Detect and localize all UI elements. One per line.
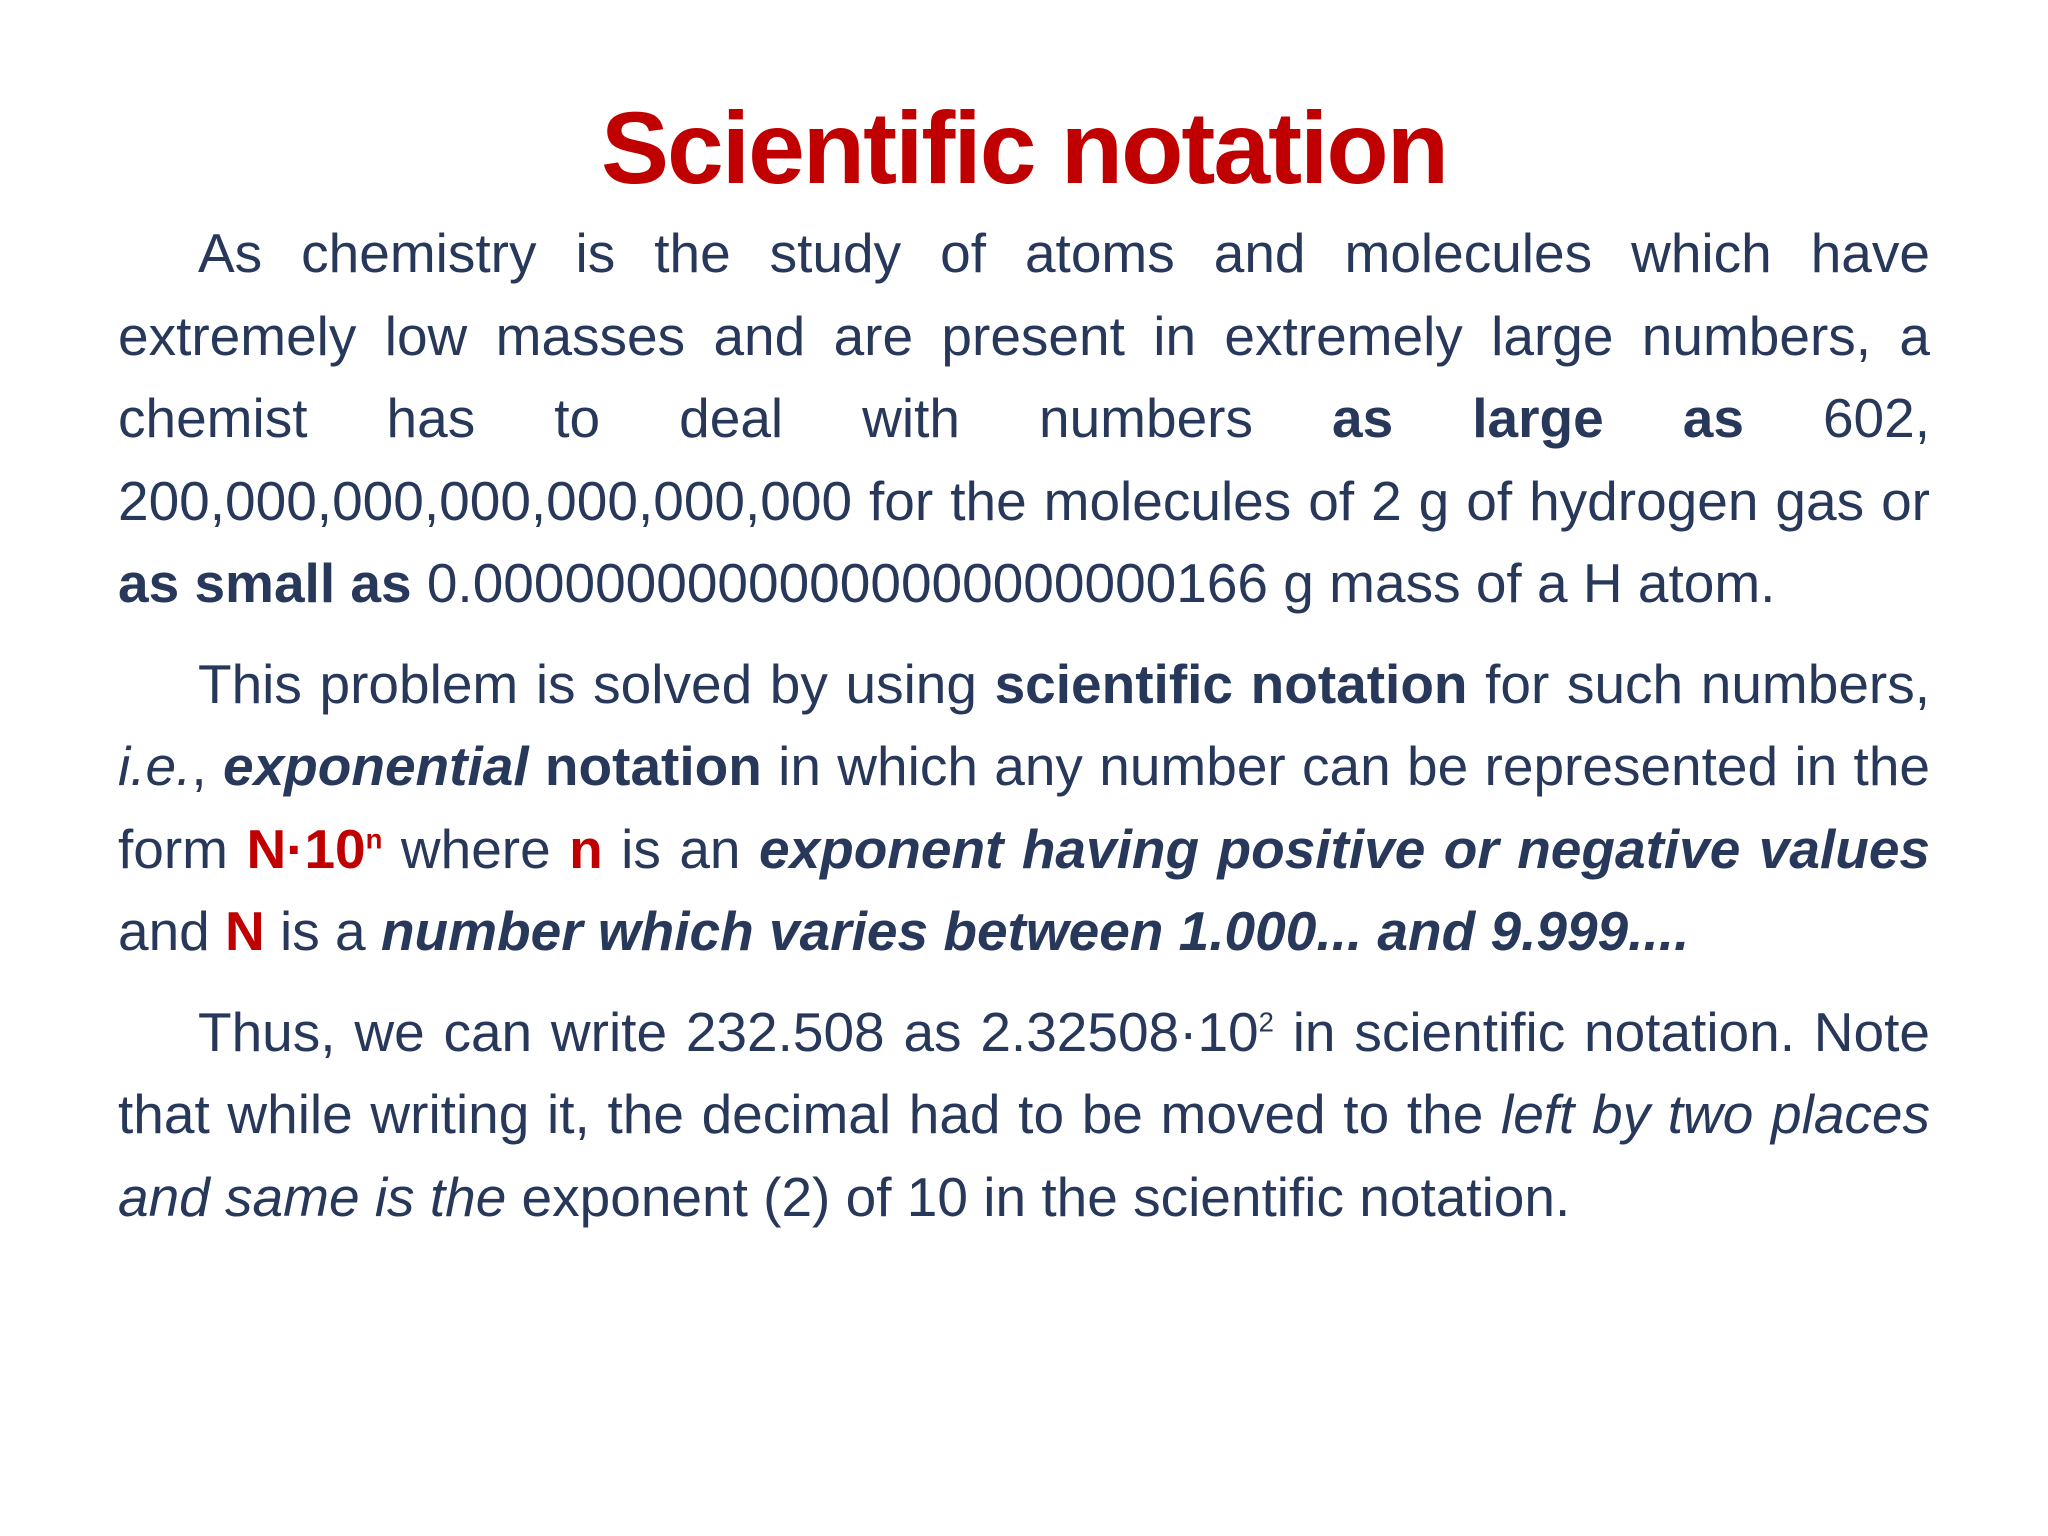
text-run: 0.00000000000000000000000166 g mass of a H atom. xyxy=(411,552,1776,614)
text-run: This problem is solved by using xyxy=(198,652,995,715)
exponent: 2 xyxy=(1258,1006,1274,1038)
slide-title: Scientific notation xyxy=(600,91,1448,205)
bold-italic-run: exponential xyxy=(222,735,529,797)
text-run: is a xyxy=(264,900,381,962)
text-run: , xyxy=(191,735,223,797)
text-run: Thus, we can write 232.508 as 2.32508·10 xyxy=(198,1000,1259,1063)
paragraph-example xyxy=(118,991,1930,1239)
variable-n: n xyxy=(569,817,603,880)
bold-run: notation xyxy=(528,735,762,797)
text-run: and xyxy=(118,900,226,962)
bold-run: as small as xyxy=(118,552,412,614)
italic-run: i.e. xyxy=(118,735,192,797)
text-run: in which any number can be represented in the form xyxy=(118,735,1930,880)
text-run: for such numbers, xyxy=(1467,652,1931,715)
text-run: 602, 200,000,000,000,000,000,000 for the molecules of 2 g of hydrogen gas or xyxy=(118,387,1931,532)
bold-italic-run: exponent having positive or negative values xyxy=(758,817,1930,880)
bold-run: scientific notation xyxy=(994,652,1468,715)
text-run: where xyxy=(382,817,570,880)
variable-N: N xyxy=(225,900,265,962)
formula-exponent: n xyxy=(365,823,383,855)
text-run: exponent (2) of 10 in the scientific notation. xyxy=(506,1165,1571,1228)
text-run: As chemistry is the study of atoms and molecules which have extremely low masses and are present in extremely large numbers, a chemist has to deal with numbers xyxy=(118,222,1930,449)
text-run: in scientific notation. Note that while writing it, the decimal had to be moved to the xyxy=(118,1000,1930,1145)
paragraph-definition xyxy=(118,643,1930,973)
slide-body xyxy=(118,212,1930,1238)
italic-run: left by two places and same is the xyxy=(118,1083,1930,1228)
bold-run: as large as xyxy=(1332,387,1744,449)
text-run: is an xyxy=(602,817,759,880)
formula-base: N·10 xyxy=(246,817,366,880)
bold-italic-run: number which varies between 1.000... and 9.999.... xyxy=(380,900,1690,962)
paragraph-intro xyxy=(118,212,1930,625)
